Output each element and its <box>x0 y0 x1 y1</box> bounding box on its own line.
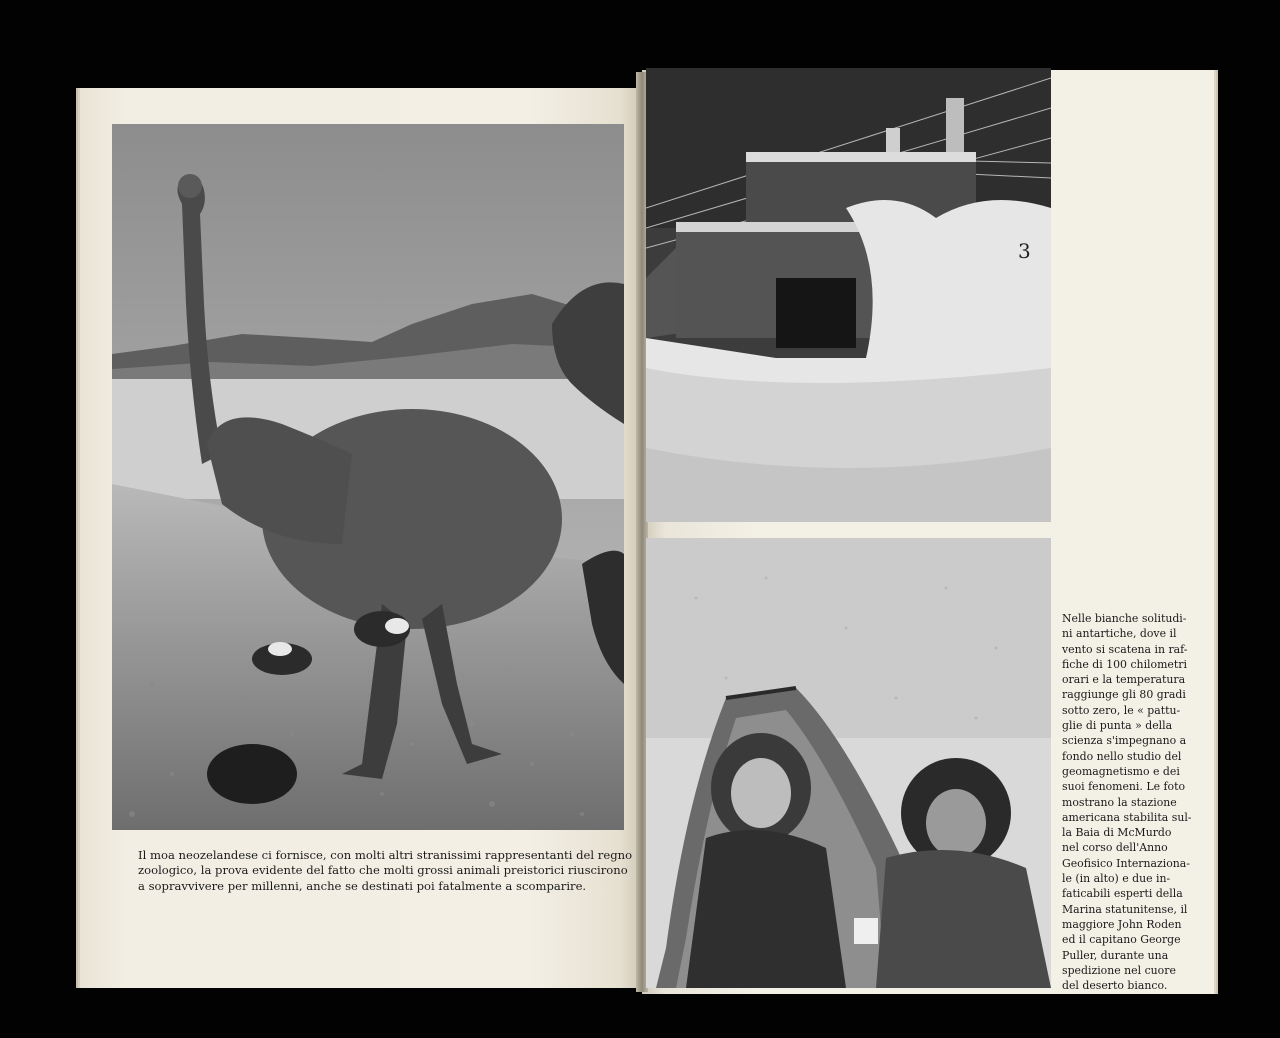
caption-line: faticabili esperti della <box>1062 887 1183 901</box>
caption-line: nel corso dell'Anno <box>1062 841 1168 855</box>
caption-line: orari e la temperatura <box>1062 673 1186 687</box>
caption-line: fiche di 100 chilometri <box>1062 657 1187 671</box>
caption-line: Puller, durante una <box>1062 948 1169 962</box>
caption-line: le (in alto) e due in- <box>1062 872 1171 886</box>
caption-line: vento si scatena in raf- <box>1062 642 1188 656</box>
caption-line: Nelle bianche solitudi- <box>1062 612 1187 625</box>
svg-text:3: 3 <box>1018 239 1031 263</box>
moa-photograph <box>112 124 624 830</box>
caption-line: a sopravvivere per millenni, anche se destinati poi fatalmente a scomparire. <box>138 878 587 893</box>
caption-line: Geofisico Internaziona- <box>1062 856 1190 870</box>
caption-line: Il moa neozelandese ci fornisce, con molti altri stranissimi rappresentanti del regno <box>138 848 633 862</box>
caption-line: del deserto bianco. <box>1062 979 1168 993</box>
caption-line: ni antartiche, dove il <box>1062 627 1177 641</box>
caption-line: sotto zero, le « pattu- <box>1062 703 1181 717</box>
caption-line: geomagnetismo e dei <box>1062 764 1180 778</box>
caption-line: spedizione nel cuore <box>1062 963 1176 977</box>
tent-expedition-photograph <box>646 538 1051 988</box>
caption-line: ed il capitano George <box>1062 933 1181 947</box>
caption-line: maggiore John Roden <box>1062 917 1182 931</box>
antarctic-caption <box>1062 611 1198 993</box>
caption-line: Marina statunitense, il <box>1062 902 1188 916</box>
caption-line: suoi fenomeni. Le foto <box>1062 780 1186 794</box>
caption-line: scienza s'impegnano a <box>1062 734 1187 748</box>
caption-line: mostrano la stazione <box>1062 795 1177 809</box>
moa-caption <box>138 848 633 894</box>
caption-line: la Baia di McMurdo <box>1062 826 1172 840</box>
caption-line: americana stabilita sul- <box>1062 810 1192 824</box>
caption-line: raggiunge gli 80 gradi <box>1062 688 1186 702</box>
caption-line: zoologico, la prova evidente del fatto che molti grossi animali preistorici riuscirono <box>138 863 628 878</box>
antarctic-station-photograph <box>646 68 1051 522</box>
caption-line: fondo nello studio del <box>1062 749 1182 763</box>
caption-line: glie di punta » della <box>1062 719 1173 733</box>
